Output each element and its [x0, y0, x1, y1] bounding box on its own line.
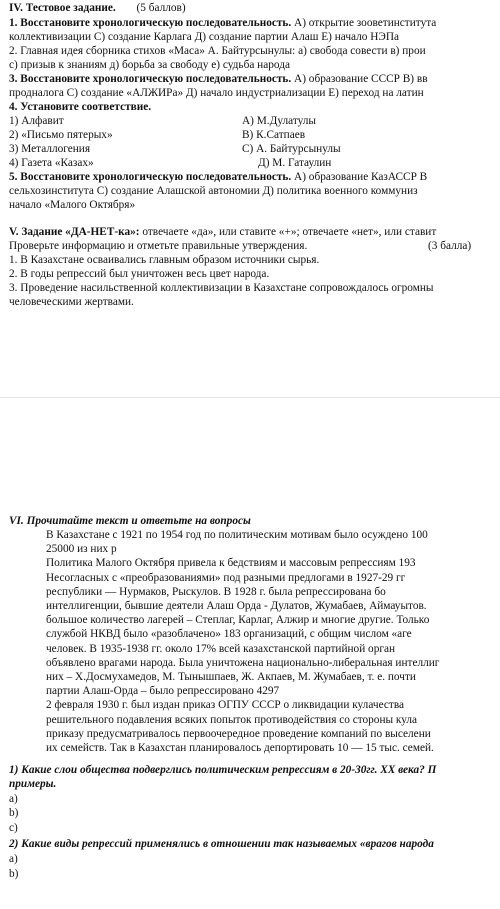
reading-text-line: 2 февраля 1930 г. был издан приказ ОГПУ СССР о ликвидации кулачества: [46, 699, 405, 712]
reading-text-line: партии Алаш-Орда – было репрессировано 4297: [46, 685, 280, 698]
question-3-options: продналога С) создание «АЛЖИРа» Д) начало индустриализации Е) переход на латин: [9, 87, 424, 99]
section-4-title: IV. Тестовое задание.: [9, 2, 116, 14]
question-3: [9, 73, 428, 86]
question-2-line-2: с) призыв к знаниям д) борьба за свободу е) судьба народа: [9, 59, 290, 71]
section-5-title: V. Задание «ДА-НЕТ-ка»:: [9, 226, 140, 238]
statement-3-line-1: 3. Проведение насильственной коллективизации в Казахстане сопровождалось огромны: [9, 282, 434, 294]
reading-text-line: Несогласных с «преобразованиями» под разными предлогами в 1927-29 гг: [46, 571, 406, 584]
match-left-4: 4) Газета «Казах»: [9, 157, 94, 169]
question-3-option-a: А) образование СССР В) вв: [291, 73, 428, 85]
section-5-intro: [9, 226, 436, 239]
statement-2: 2. В годы репрессий был уничтожен весь цвет народа.: [9, 268, 270, 280]
worksheet-bottom-page: [0, 497, 500, 909]
question-5-heading: 5. Восстановите хронологическую последовательность.: [9, 171, 292, 183]
question-1-option-a: А) открытие зооветинститута: [291, 17, 437, 29]
reading-text-line: приказу предусматривалось первоочередное проведение компаний по выселени: [46, 727, 431, 740]
reading-text-line: 25000 из них р: [46, 543, 117, 556]
reading-text-line: объявлено врагами народа. Была уничтожена национально-либеральная интеллиг: [46, 656, 440, 669]
answer-2b-label: b): [9, 868, 19, 880]
section-5-points: (3 балла): [428, 240, 472, 252]
reading-text-line: большое количество лагерей – Степлаг, Карлаг, Алжир и многие другие. Только: [46, 614, 430, 627]
reading-text-line: решительного подавления всяких попыток противодействия со стороны кула: [46, 713, 418, 726]
answer-1b-label: b): [9, 807, 19, 819]
section-4-points: (5 баллов): [136, 2, 186, 14]
answer-1a-label: a): [9, 793, 18, 805]
statement-1: 1. В Казахстане осваивались главным образом источники сырья.: [9, 254, 320, 266]
section-6-title: VI. Прочитайте текст и ответьте на вопросы: [9, 515, 251, 527]
match-right-1: А) М.Дулатулы: [242, 115, 316, 127]
question-1-heading: 1. Восстановите хронологическую последовательность.: [9, 17, 292, 29]
question-vi-2: 2) Какие виды репрессий применялись в отношении так называемых «врагов народа: [9, 838, 434, 850]
match-left-2: 2) «Письмо пятерых»: [9, 129, 113, 141]
answer-1c-label: c): [9, 822, 18, 834]
statement-3-line-2: человеческими жертвами.: [9, 296, 134, 308]
question-5-options: сельхозинститута С) создание Алашской автономии Д) политика военного коммуниз: [9, 185, 418, 197]
reading-text-line: В Казахстане с 1921 по 1954 год по политическим мотивам было осуждено 100: [46, 529, 428, 541]
question-5-option-last: начало «Малого Октября»: [9, 199, 136, 211]
question-2-line-1: 2. Главная идея сборника стихов «Маса» А. Байтурсынулы: а) свобода совести в) прои: [9, 45, 426, 57]
reading-text-line: интеллигенции, бывшие деятели Алаш Орда - Дулатов, Жумабаев, Аймауытов.: [46, 600, 427, 612]
match-left-1: 1) Алфавит: [9, 115, 64, 127]
match-right-3: С) А. Байтурсынулы: [242, 143, 341, 155]
worksheet-top-page: [0, 0, 500, 397]
match-right-4: Д) М. Гатаулин: [258, 157, 332, 169]
question-5-option-a: А) образование КазАССР В: [291, 171, 428, 183]
match-right-2: В) К.Сатпаев: [242, 129, 306, 141]
answer-2a-label: a): [9, 853, 18, 865]
reading-text-line: их семейств. Так в Казахстан планировалось депортировать 10 — 15 тыс. семей.: [46, 742, 434, 754]
page-gap: [0, 397, 500, 498]
question-3-heading: 3. Восстановите хронологическую последовательность.: [9, 73, 292, 85]
question-vi-1-line-2: примеры.: [9, 778, 57, 790]
reading-text-line: службой НКВД было «разоблачено» 183 организаций, с общим числом «аге: [46, 628, 412, 641]
section-5-instructions: отвечаете «да», или ставите «+»; отвечаете «нет», или ставит: [139, 226, 437, 238]
question-1: [9, 17, 436, 30]
question-vi-1-line-1: 1) Какие слои общества подверглись политическим репрессиям в 20-30гг. ХХ века? П: [9, 764, 437, 776]
section-5-instructions-2: Проверьте информацию и отметьте правильные утверждения.: [9, 240, 308, 252]
reading-text-line: Политика Малого Октября привела к бедствиям и массовым репрессиям 193: [46, 557, 416, 570]
question-5: [9, 171, 427, 184]
match-left-3: 3) Металлогения: [9, 143, 91, 155]
reading-text-line: них – Х.Досмухамедов, М. Тынышпаев, Ж. Акпаев, М. Жумабаев, т. е. почти: [46, 671, 416, 683]
reading-text-line: республики — Нурмаков, Рыскулов. В 1928 г. была репрессирована бо: [46, 585, 386, 598]
question-1-options: коллективизации С) создание Карлага Д) создание партии Алаш Е) начало НЭПа: [9, 31, 400, 43]
section-4-header: [9, 2, 186, 15]
reading-text-line: человек. В 1935-1938 гг. около 17% всей казахстанской партийной орган: [46, 642, 396, 655]
question-4-heading: 4. Установите соответствие.: [9, 101, 152, 113]
